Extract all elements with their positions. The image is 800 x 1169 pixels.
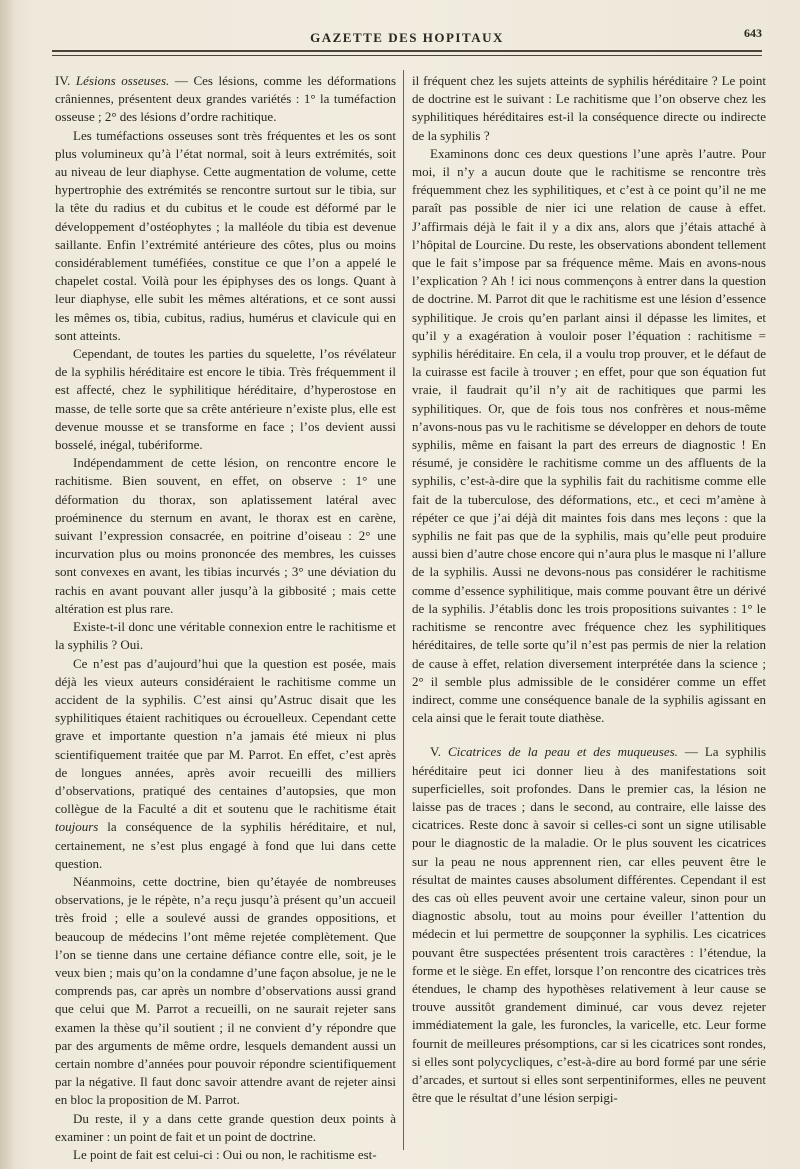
column-divider: [403, 70, 404, 1150]
paragraph: Examinons donc ces deux questions l’une après l’autre. Pour moi, il n’y a aucun doute que le rachitisme se rencontre très fréquemment chez les syphilitiques, et c’est à ce point qu’il ne me paraît pas possible de nier ici une relation de cause à effet. J’affirmais déjà le fait il y a dix ans, alors que j’étais attaché à l’hôpital de Lourcine. Du reste, les observations abondent tellement que le fait s’impose par sa fréquence même. Mais en avons-nous l’explication ? Ah ! ici nous commençons à entrer dans la question de doctrine. M. Parrot dit que le rachitisme est une lésion d’essence syphilitique. Je crois qu’en parlant ainsi il dépasse les limites, et qu’il y a exagération à vouloir poser l’équation : rachitisme = syphilis héréditaire. En cela, il a voulu trop prouver, et le défaut de la cuirasse est facile à trouver ; en effet, pour que son équation fut vraie, il faudrait qu’il n’y ait de rachitiques que parmi les syphilitiques. Or, que de fois tous nos confrères et nous-même n’avons-nous pas vu le rachitisme se développer en dehors de toute syphilis, même en faisant la part des erreurs de diagnostic ! En résumé, je considère le rachitisme comme un des affluents de la syphilis, c’est-à-dire que la syphilis fait du rachitisme comme elle fait de la tuberculose, des déformations, etc., et ceci m’amène à répéter ce que j’ai déjà dit maintes fois dans mes leçons : que la syphilis ne fait pas que de la syphilis, mais qu’elle peut produire aussi bien d’autre chose encore qui n’aura plus le masque ni l’allure de la syphilis. Aussi ne devons-nous pas considérer le rachitisme comme d’essence syphilitique, mais comme pouvant être un dérivé de la syphilis. J’établis donc les trois propositions suivantes : 1° le rachitisme se rencontre avec fréquence chez les syphilitiques héréditaires, de telle sorte qu’il n’est pas permis de nier la relation de cause à effet, relation diversement interprétée dans la science ; 2° il semble plus admissible de le considérer comme un effet indirect, comme une conséquence banale de la syphilis agissant en cela ainsi que le ferait toute diathèse.: [412, 145, 766, 726]
paragraph-text: — Ces lésions, comme les déformations crâniennes, présentent deux grandes variétés : 1° la tuméfaction osseuse ; 2° des lésions d’ordre rachitique.: [55, 73, 396, 125]
page-header: [52, 24, 762, 48]
paragraph: Les tuméfactions osseuses sont très fréquentes et les os sont plus volumineux qu’à l’état normal, soit à leurs extrémités, soit au niveau de leur diaphyse. Cette augmentation de volume, cette hypertrophie des extrémités se rencontre surtout sur le tibia, sur la tête du radius et du cubitus et le coude est déformé par le développement d’ostéophytes ; la malléole du tibia est devenue saillante. Enfin l’extrémité antérieure des côtes, plus ou moins considérablement tuméfiées, constitue ce que l’on a appelé le chapelet costal. Voilà pour les épiphyses des os longs. Quant à leur diaphyse, elle subit les mêmes altérations, et ce sont aussi les mêmes os, tibia, cubitus, radius, humérus et clavicule qui en sont atteints.: [55, 127, 396, 343]
header-rule-thin: [52, 55, 762, 56]
paragraph: Néanmoins, cette doctrine, bien qu’étayée de nombreuses observations, je le répète, n’a reçu jusqu’à présent qu’un accueil très froid ; elle a soulevé aussi de grandes oppositions, et beaucoup de médecins l’ont même rejetée complètement. Que l’on se tienne dans une certaine défiance contre elle, soit, je le veux bien ; mais qu’on la condamne d’une façon absolue, je ne le comprends pas, car après un nombre d’observations aussi grand que celui que M. Parrot a recueilli, on ne saurait rejeter sans examen la thèse qu’il soutient ; il ne convient d’y répondre que par des arguments de même ordre, lesquels demandent aussi un certain nombre d’années pour pouvoir répondre scientifiquement par la négative. Il faut donc savoir attendre avant de rejeter ainsi en bloc la proposition de M. Parrot.: [55, 873, 396, 1108]
paragraph-text: la conséquence de la syphilis héréditaire, et nul, certainement, ne s’est plus engagé à fond que lui dans cette question.: [55, 819, 396, 871]
section-heading: Lésions osseuses.: [75, 73, 170, 88]
section-iv-paragraph: [55, 72, 396, 127]
paragraph-text: Ce n’est pas d’aujourd’hui que la question est posée, mais déjà les vieux auteurs considéraient le rachitisme comme un accident de la syphilis. C’est ainsi qu’Astruc disait que les syphilitiques étaient rachitiques ou écrouelleux. Cependant cette grave et importante question n’a jamais été mieux ni plus scientifiquement traitée que par M. Parrot. En effet, c’est après de longues années, après avoir recueilli des milliers d’observations, pratiqué des centaines d’autopsies, que mon collègue de la Faculté a dit et soutenu que le rachitisme était: [55, 655, 396, 817]
page-binding-edge: [0, 0, 14, 1169]
section-number: V.: [430, 744, 441, 760]
paragraph: Existe-t-il donc une véritable connexion entre le rachitisme et la syphilis ? Oui.: [55, 619, 396, 653]
section-v-paragraph: [412, 743, 766, 1107]
journal-title: GAZETTE DES HOPITAUX: [310, 30, 504, 45]
page-number: 643: [744, 26, 762, 40]
left-column: [55, 72, 396, 1164]
right-column: [412, 72, 766, 1107]
paragraph: il fréquent chez les sujets atteints de syphilis héréditaire ? Le point de doctrine est le suivant : Le rachitisme que l’on observe chez les syphilitiques héréditaires est-il la conséquence directe ou indirecte de la syphilis ?: [412, 73, 766, 143]
paragraph: Cependant, de toutes les parties du squelette, l’os révélateur de la syphilis héréditaire est encore le tibia. Très fréquemment il est affecté, chez le syphilitique héréditaire, d’hyperostose en masse, de telle sorte que sa crête antérieure n’existe plus, elle est devenue mousse et se transforme en face ; l’os devient aussi bosselé, inégal, tubériforme.: [55, 346, 396, 453]
header-rule-thick: [52, 50, 762, 52]
emphasis-text: toujours: [55, 819, 99, 835]
paragraph: Du reste, il y a dans cette grande question deux points à examiner : un point de fait et un point de doctrine.: [55, 1110, 396, 1144]
section-number: IV.: [55, 73, 71, 88]
paragraph-text: — La syphilis héréditaire peut ici donner lieu à des manifestations soit superficielles, soit profondes. Dans le premier cas, la lésion ne laisse pas de traces ; dans le second, au contraire, elle laisse des cicatrices. Reste donc à savoir si celles-ci sont un signe utilisable pour le diagnostic de la maladie. Or le plus souvent les cicatrices sur la peau ne nous apprennent rien, car elles peuvent être le résultat de maintes causes absolument différentes. Cependant il est des cas où elles peuvent avoir une certaine valeur, sinon pour un diagnostic absolu, tout au moins pour éveiller l’attention du médecin et lui permettre de soupçonner la syphilis. Les cicatrices pouvant être suspectées présentent trois caractères : l’étendue, la forme et le siège. En effet, lorsque l’on rencontre des cicatrices très étendues, le champ des hypothèses relativement à leur cause se trouve aussitôt grandement diminué, car vous devez rejeter immédiatement la gale, les furoncles, la varicelle, etc. Leur forme fournit de meilleures présomptions, car si les cicatrices sont rondes, si elles sont polycycliques, c’est-à-dire au bord formé par une série d’arcades, et surtout si elles sont serpentiniformes, elles ne peuvent être que le résultat d’une lésion serpigi-: [412, 744, 767, 1106]
paragraph: Indépendamment de cette lésion, on rencontre encore le rachitisme. Bien souvent, en effet, on observe : 1° une déformation du thorax, son aplatissement latéral avec proéminence du sternum en avant, le thorax est en carène, suivant l’expression consacrée, en poitrine d’oiseau : 2° une incurvation plus ou moins prononcée des membres, les cuisses sont convexes en avant, les tibias incurvés ; 3° une déviation du rachis en avant pouvant aller jusqu’à la gibbosité ; mais cette altération est plus rare.: [55, 455, 396, 616]
paragraph: Le point de fait est celui-ci : Oui ou non, le rachitisme est-: [73, 1146, 377, 1162]
section-heading: Cicatrices de la peau et des muqueuses.: [447, 744, 678, 760]
paragraph: [55, 655, 396, 873]
